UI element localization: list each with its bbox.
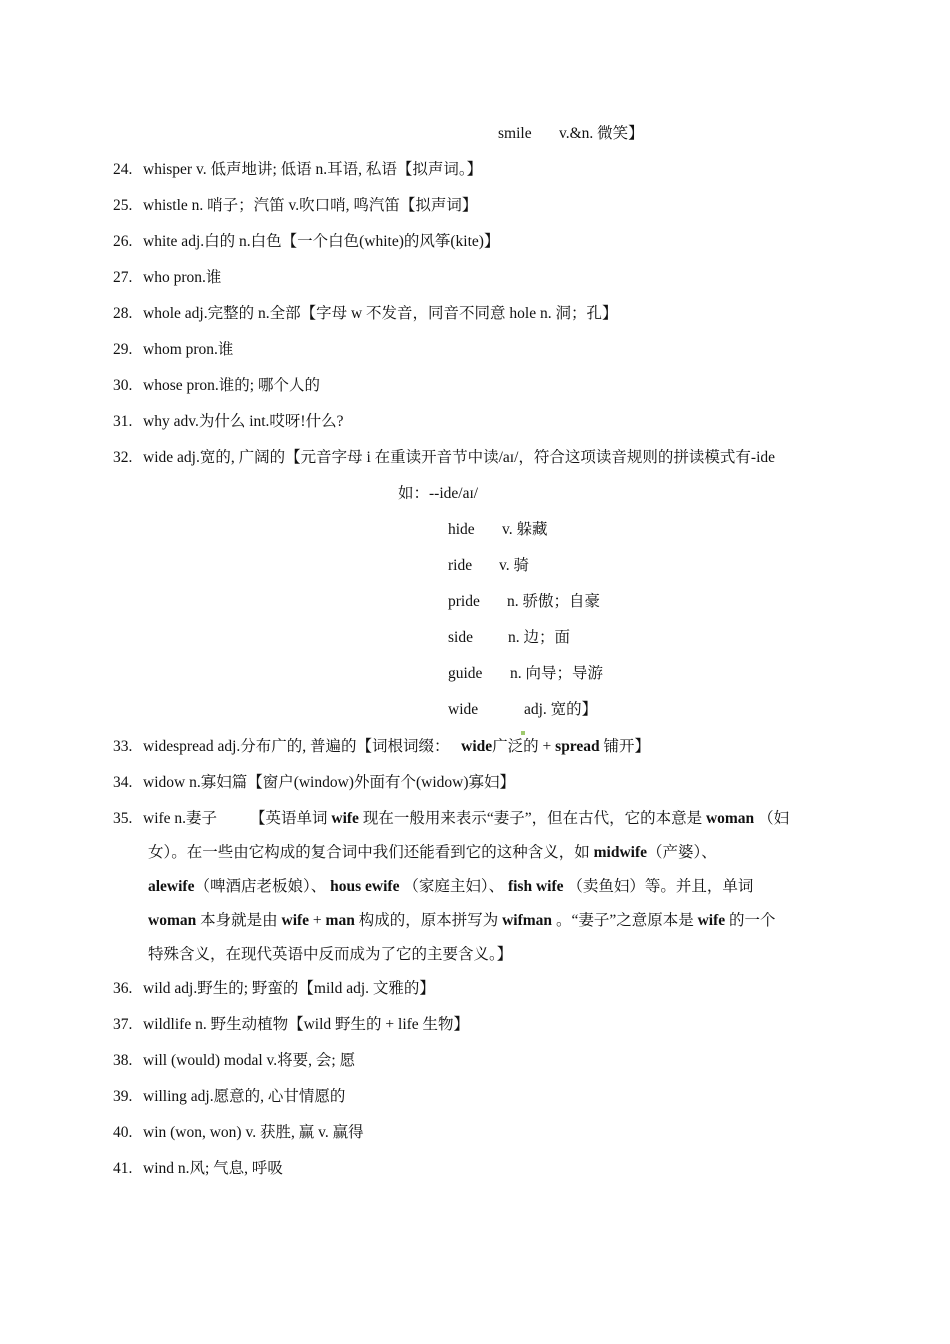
word: smile: [498, 125, 532, 142]
entry-text: who pron.谁: [143, 269, 222, 286]
text-part: （家庭主妇）、: [399, 878, 508, 895]
text-part: wife n.妻子: [143, 810, 218, 827]
definition: n. 骄傲；自豪: [507, 593, 601, 610]
entry-text: will (would) modal v.将要, 会; 愿: [143, 1052, 356, 1069]
entry-number: 25.: [113, 197, 133, 214]
entry-number: 36.: [113, 980, 133, 997]
entry-text: wind n.风; 气息, 呼吸: [143, 1160, 283, 1177]
text-part: （妇: [754, 810, 790, 827]
text-part: +: [309, 912, 326, 929]
entry-text: wildlife n. 野生动植物【wild 野生的 + life 生物】: [143, 1016, 470, 1033]
entry-number: 28.: [113, 305, 133, 322]
entry-note: [148, 876, 753, 898]
entry-text: wide adj.宽的, 广阔的【元音字母 i 在重读开音节中读/aɪ/，符合这项读音规则的拼读模式有-ide: [143, 449, 776, 466]
entry-number: 40.: [113, 1124, 133, 1141]
text-part: 现在一般用来表示“妻子”，但在古代，它的本意是: [358, 810, 706, 827]
bold-word: spread: [555, 738, 600, 755]
text-part: （啤酒店老板娘）、: [194, 878, 331, 895]
bold-word: fish wife: [507, 878, 564, 895]
bold-word: wife: [281, 912, 310, 929]
entry-text: [143, 736, 650, 758]
word: pride: [448, 593, 480, 610]
entry-text: whose pron.谁的; 哪个人的: [143, 377, 320, 394]
entry-text: whole adj.完整的 n.全部【字母 w 不发音，同音不同意 hole n. 洞；孔】: [143, 305, 618, 322]
entry-note: [148, 842, 717, 864]
word: guide: [448, 665, 483, 682]
entry-number: 26.: [113, 233, 133, 250]
text-part: （卖鱼妇）等。并且，单词: [563, 878, 754, 895]
definition: n. 向导；导游: [510, 665, 604, 682]
definition: v. 骑: [499, 557, 529, 574]
entry-number: 39.: [113, 1088, 133, 1105]
entry-number: 32.: [113, 449, 133, 466]
word: wide: [448, 701, 479, 718]
word: side: [448, 629, 473, 646]
entry-number: 27.: [113, 269, 133, 286]
entry-text: whom pron.谁: [143, 341, 234, 358]
bold-word: hous ewife: [330, 878, 400, 895]
highlight-marker: [521, 731, 525, 735]
bold-word: midwife: [593, 844, 648, 861]
entry-number: 33.: [113, 738, 133, 755]
text-part: 铺开】: [599, 738, 651, 755]
bold-word: wife: [331, 810, 359, 827]
text-part: widespread adj.分布广的, 普遍的【词根词缀：: [143, 738, 450, 755]
entry-text: whisper v. 低声地讲; 低语 n.耳语, 私语【拟声词。】: [143, 161, 483, 178]
entry-text: why adv.为什么 int.哎呀!什么?: [143, 413, 344, 430]
entry-text: widow n.寡妇篇【窗户(window)外面有个(widow)寡妇】: [143, 774, 515, 791]
text-part: 的一个: [725, 912, 776, 929]
entry-text: win (won, won) v. 获胜, 赢 v. 赢得: [143, 1124, 364, 1141]
bold-word: wife: [697, 912, 726, 929]
entry-number: 24.: [113, 161, 133, 178]
bold-word: woman: [148, 912, 197, 929]
text-part: 广泛的 +: [492, 738, 556, 755]
definition: adj. 宽的】: [524, 701, 598, 718]
entry-number: 41.: [113, 1160, 133, 1177]
definition: v. 躲藏: [502, 521, 548, 538]
entry-note: [250, 808, 789, 830]
text-part: （产婆）、: [647, 844, 717, 861]
entry-text: willing adj.愿意的, 心甘情愿的: [143, 1088, 346, 1105]
entry-text: whistle n. 哨子；汽笛 v.吹口哨, 鸣汽笛【拟声词】: [143, 197, 478, 214]
bold-word: man: [325, 912, 355, 929]
pattern-label: 如：--ide/aɪ/: [398, 485, 479, 502]
entry-number: 34.: [113, 774, 133, 791]
entry-number: 29.: [113, 341, 133, 358]
text-part: 本身就是由: [196, 912, 282, 929]
word: hide: [448, 521, 475, 538]
entry-text: wild adj.野生的; 野蛮的【mild adj. 文雅的】: [143, 980, 435, 997]
definition: n. 边；面: [508, 629, 571, 646]
bold-word: wide: [461, 738, 493, 755]
bold-word: alewife: [148, 878, 195, 895]
text-part: 。“妻子”之意原本是: [552, 912, 698, 929]
entry-number: 37.: [113, 1016, 133, 1033]
bold-word: wifman: [502, 912, 553, 929]
entry-number: 38.: [113, 1052, 133, 1069]
entry-text: white adj.白的 n.白色【一个白色(white)的风筝(kite)】: [143, 233, 500, 250]
bold-word: woman: [705, 810, 755, 827]
text-part: 女）。在一些由它构成的复合词中我们还能看到它的这种含义，如: [148, 844, 594, 861]
word: ride: [448, 557, 473, 574]
entry-number: 30.: [113, 377, 133, 394]
text-part: 【英语单词: [250, 810, 332, 827]
entry-note: 特殊含义，在现代英语中反而成为了它的主要含义。】: [148, 946, 513, 963]
entry-note: [148, 910, 776, 932]
text-part: 构成的，原本拼写为: [354, 912, 503, 929]
entry-number: 35.: [113, 810, 133, 827]
definition: v.&n. 微笑】: [559, 125, 644, 142]
entry-number: 31.: [113, 413, 133, 430]
entry-text: [143, 808, 217, 830]
